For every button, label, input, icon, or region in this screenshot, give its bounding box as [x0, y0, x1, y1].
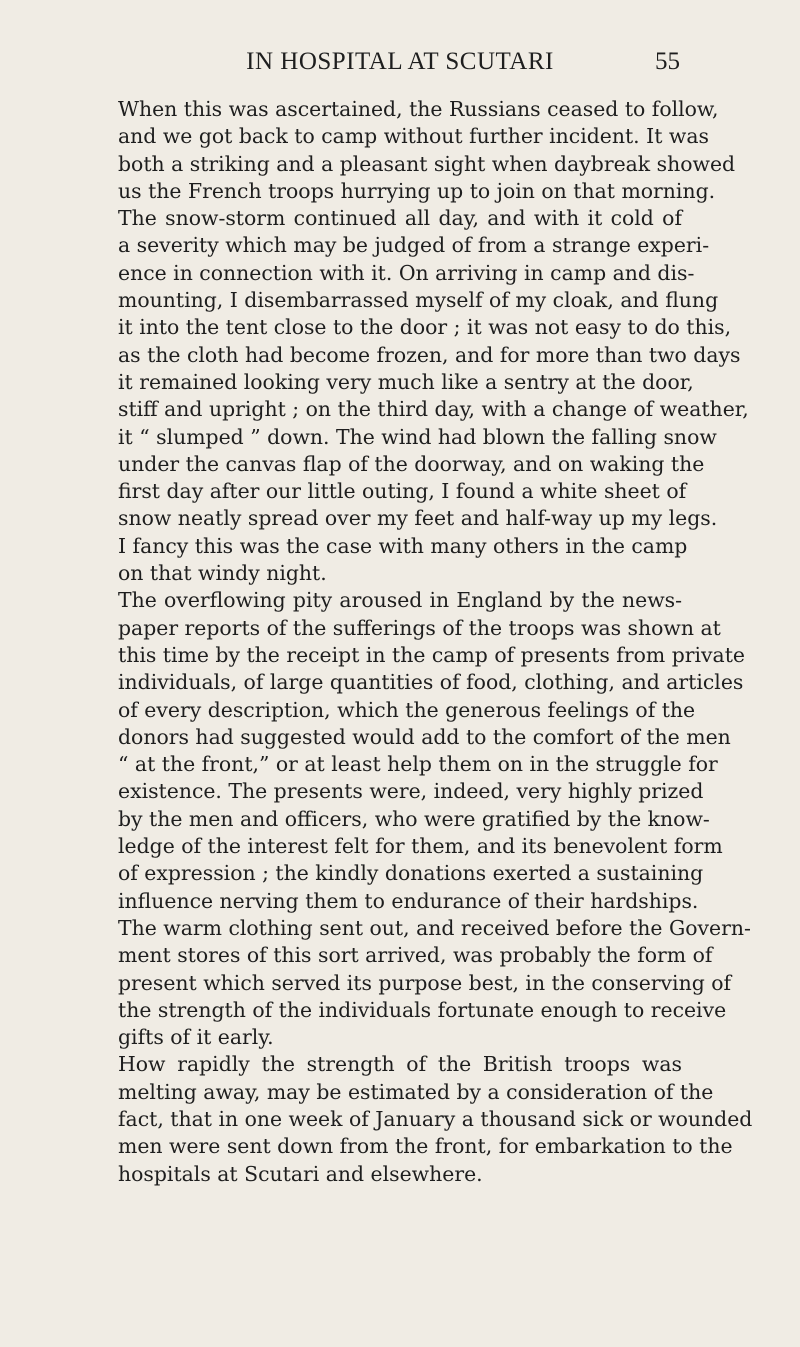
text-line: I fancy this was the case with many others in the camp	[118, 533, 688, 558]
text-line: the strength of the individuals fortunate enough to receive	[118, 997, 727, 1022]
text-line: ment stores of this sort arrived, was probably the form of	[118, 943, 713, 968]
text-line: us the French troops hurrying up to join on that morning.	[118, 178, 716, 203]
page-number: 55	[655, 48, 680, 75]
text-line: of every description, which the generous feelings of the	[118, 697, 696, 722]
text-line: ence in connection with it. On arriving in camp and dis-	[118, 260, 695, 285]
text-line: melting away, may be estimated by a consideration of the	[118, 1079, 714, 1104]
text-line: donors had suggested would add to the comfort of the men	[118, 724, 731, 749]
text-line: individuals, of large quantities of food, clothing, and articles	[118, 670, 744, 695]
page-header	[120, 48, 680, 88]
text-line: The warm clothing sent out, and received before the Govern-	[118, 915, 751, 940]
text-line: How rapidly the strength of the British troops was	[118, 1052, 682, 1077]
text-line: existence. The presents were, indeed, very highly prized	[118, 779, 704, 804]
text-line: When this was ascertained, the Russians ceased to follow,	[118, 97, 719, 121]
text-line: ledge of the interest felt for them, and its benevolent form	[118, 834, 723, 859]
text-line: a severity which may be judged of from a strange experi-	[118, 233, 710, 258]
text-line: The snow-storm continued all day, and with it cold of	[118, 206, 682, 231]
text-line: influence nerving them to endurance of their hardships.	[118, 888, 699, 913]
text-line: The overflowing pity aroused in England by the news-	[118, 588, 682, 613]
text-line: gifts of it early.	[118, 1025, 274, 1050]
text-line: it remained looking very much like a sentry at the door,	[118, 369, 694, 394]
text-line: present which served its purpose best, in the conserving of	[118, 970, 732, 995]
text-line: under the canvas flap of the doorway, and on waking the	[118, 451, 705, 476]
text-line: first day after our little outing, I found a white sheet of	[118, 479, 687, 504]
text-line: it into the tent close to the door ; it was not easy to do this,	[118, 315, 732, 340]
text-line: “ at the front,” or at least help them on in the struggle for	[118, 752, 718, 777]
text-line: this time by the receipt in the camp of presents from private	[118, 642, 745, 667]
text-line: men were sent down from the front, for embarkation to the	[118, 1134, 733, 1159]
text-line: and we got back to camp without further incident. It was	[118, 124, 709, 149]
text-line: fact, that in one week of January a thousand sick or wounded	[118, 1106, 753, 1131]
text-line: both a striking and a pleasant sight when daybreak showed	[118, 151, 736, 176]
text-line: stiff and upright ; on the third day, with a change of weather,	[118, 397, 749, 422]
text-line: it “ slumped ” down. The wind had blown the falling snow	[118, 424, 717, 449]
text-line: snow neatly spread over my feet and half-way up my legs.	[118, 506, 718, 531]
running-title: IN HOSPITAL AT SCUTARI	[246, 48, 554, 75]
text-line: hospitals at Scutari and elsewhere.	[118, 1161, 483, 1186]
text-line: on that windy night.	[118, 561, 327, 586]
text-line: mounting, I disembarrassed myself of my cloak, and flung	[118, 288, 719, 313]
text-line: by the men and officers, who were gratified by the know-	[118, 806, 710, 831]
text-line: as the cloth had become frozen, and for more than two days	[118, 342, 741, 367]
text-line: of expression ; the kindly donations exerted a sustaining	[118, 861, 704, 886]
text-line: paper reports of the sufferings of the troops was shown at	[118, 615, 721, 640]
body-text	[118, 96, 753, 1188]
